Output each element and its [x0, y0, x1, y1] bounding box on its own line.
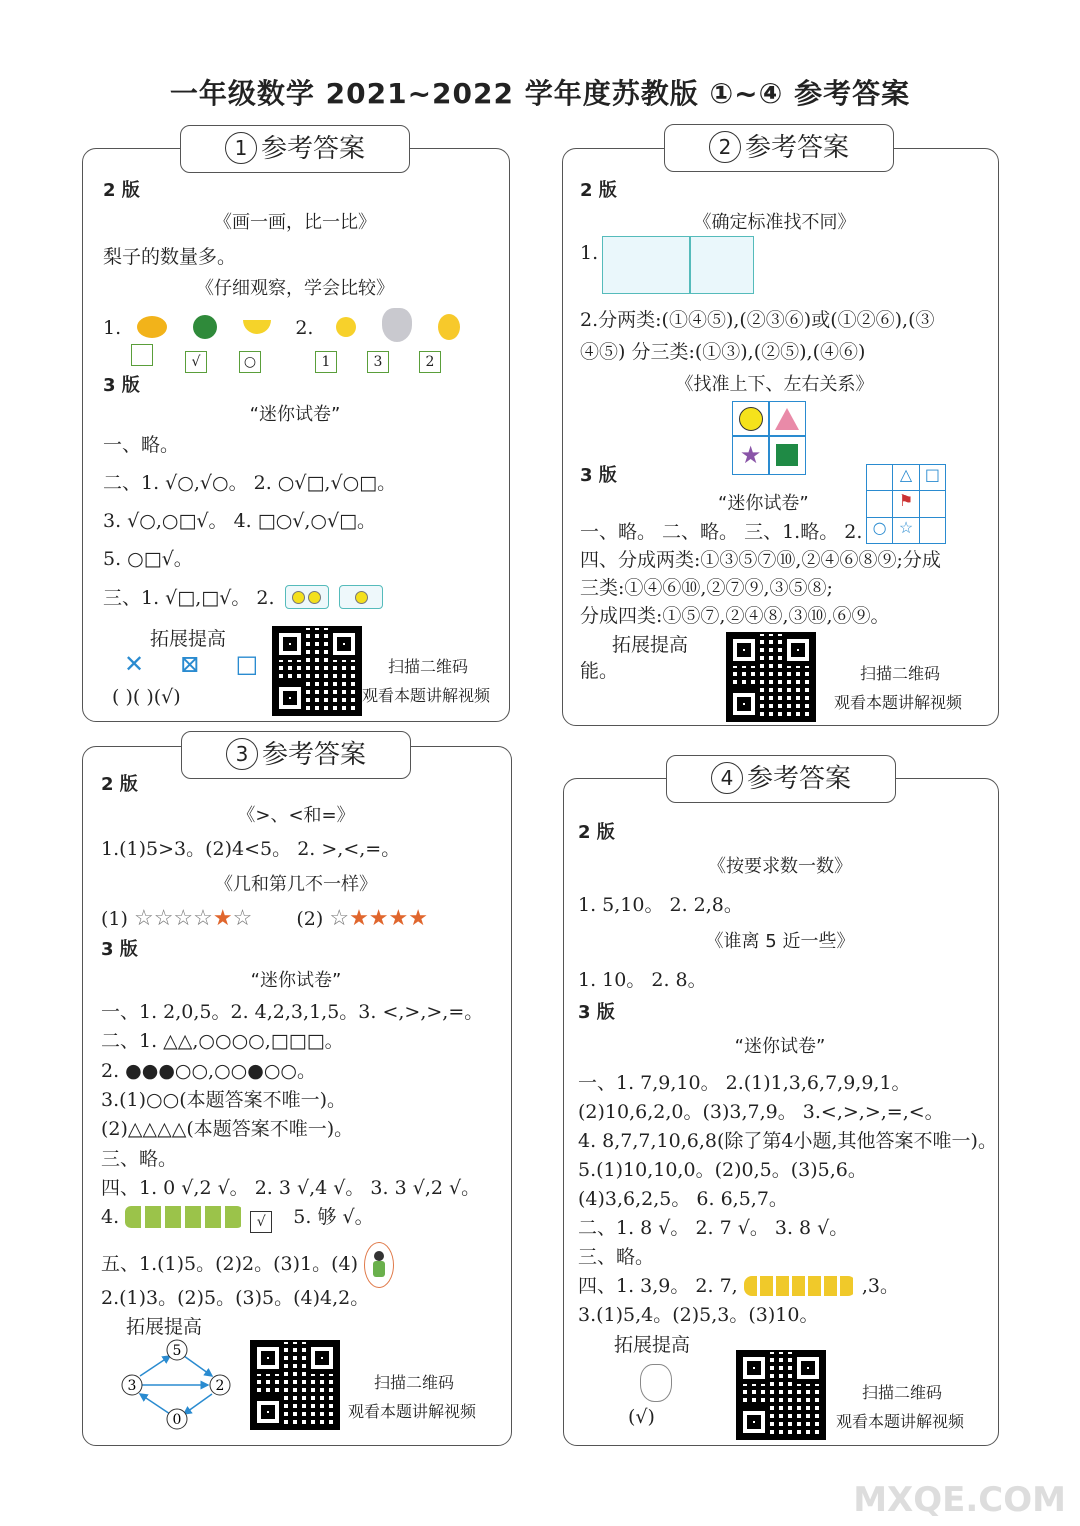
p4-extension-answer: (√)	[628, 1406, 655, 1428]
p4-line-7: (4)3,6,2,5。 6. 6,5,7。	[578, 1188, 788, 1210]
vehicles-picture	[602, 236, 690, 294]
p1-q2-box-1: 1	[315, 351, 337, 373]
qr-code-1[interactable]	[272, 626, 362, 716]
panel-1-number: 1	[225, 132, 257, 164]
p2-line-3: 一、略。 二、略。 三、1.略。 2.	[580, 521, 863, 543]
p2-line-1: 2.分两类:(①④⑤),(②③⑥)或(①②⑥),(③	[580, 309, 935, 331]
purple-star-icon: ★	[739, 441, 762, 470]
triangle-icon: △	[899, 465, 913, 484]
pineapple-icon	[137, 316, 167, 338]
panel-2-tab	[664, 124, 894, 172]
p1-q1	[103, 308, 460, 342]
p4-line-6: 5.(1)10,10,0。(2)0,5。(3)5,6。	[578, 1159, 867, 1181]
p3-section-title-1: 《>、<和=》	[237, 805, 355, 826]
pink-triangle-icon	[775, 408, 799, 430]
p3-line-3: 一、1. 2,0,5。2. 4,2,3,1,5。3. <,>,>,=。	[101, 1001, 484, 1023]
p2-scan-text-1: 扫描二维码	[860, 664, 941, 683]
cat-icon	[640, 1364, 672, 1402]
p1-section-title-3: “迷你试卷”	[249, 404, 341, 425]
p4-line-8: 二、1. 8 √。 2. 7 √。 3. 8 √。	[578, 1217, 849, 1239]
p2-q1-label: 1.	[580, 242, 599, 264]
boxed-cross-icon: ⊠	[179, 650, 200, 678]
p1-q1-label: 1.	[103, 317, 122, 339]
p3-line-10	[101, 1202, 374, 1233]
p1-line-1: 一、略。	[103, 434, 180, 456]
p3-version-3: 3 版	[101, 939, 138, 960]
cross-icon: ✕	[124, 650, 145, 678]
p4-line-11: 3.(1)5,4。(2)5,3。(3)10。	[578, 1304, 819, 1326]
chick-icon-2	[438, 314, 460, 340]
watermark: MXQE.COM	[853, 1480, 1066, 1520]
p3-line-11	[101, 1242, 394, 1288]
qr-code-4[interactable]	[736, 1350, 826, 1440]
green-square-icon	[776, 444, 798, 466]
p2-section-title-1: 《确定标准找不同》	[693, 212, 856, 233]
p4-line-5: 4. 8,7,7,10,6,8(除了第4小题,其他答案不唯一)。	[578, 1130, 997, 1152]
fruits-picture	[690, 236, 754, 294]
p3-line-7: (2)△△△△(本题答案不唯一)。	[101, 1118, 354, 1140]
p1-line-4: 5. ○□√。	[103, 548, 193, 570]
p3-line-2-label-1: (1)	[101, 908, 128, 930]
p4-scan-text-2: 观看本题讲解视频	[836, 1412, 965, 1431]
p2-line-4: 四、分成两类:①③⑤⑦⑩,②④⑥⑧⑨;分成	[580, 549, 941, 571]
panel-2-tab-label: 参考答案	[744, 133, 849, 163]
two-dots-box	[285, 585, 329, 609]
p1-line-3: 3. √○,○□√。 4. □○√,○√□。	[103, 510, 377, 532]
p3-line-10-text: 5. 够 √。	[293, 1206, 374, 1228]
p2-version-2: 2 版	[580, 180, 617, 201]
watermelon-icon	[193, 315, 217, 339]
p1-q2-box-3: 2	[419, 351, 441, 373]
banana-icon	[243, 320, 271, 334]
panel-3-tab	[181, 731, 411, 779]
panel-3-number: 3	[226, 738, 258, 770]
p1-version-3: 3 版	[103, 375, 140, 396]
panel-1-tab	[180, 125, 410, 173]
pears-row-icon	[744, 1276, 856, 1296]
p3-extension-title: 拓展提高	[126, 1316, 203, 1338]
p1-q2-label: 2.	[295, 317, 314, 339]
p4-line-3: 一、1. 7,9,10。 2.(1)1,3,6,7,9,9,1。	[578, 1072, 911, 1094]
stars-2: ☆★★★★	[329, 906, 428, 931]
p1-answer-1: 梨子的数量多。	[103, 246, 237, 268]
stars-1: ☆☆☆☆★☆	[133, 906, 253, 931]
p1-q1-box-2: √	[185, 351, 207, 373]
p1-q-boxes	[117, 344, 455, 373]
number-cycle-diagram	[112, 1338, 242, 1432]
p1-line-2: 二、1. √○,√○。 2. ○√□,√○□。	[103, 472, 397, 494]
p3-line-10-label: 4.	[101, 1206, 120, 1228]
panel-2-number: 2	[709, 131, 741, 163]
panel-3-tab-label: 参考答案	[261, 740, 366, 770]
p1-section-title-1: 《画一画，比一比》	[214, 212, 376, 233]
p1-section-title-2: 《仔细观察，学会比较》	[196, 278, 394, 299]
p3-line-2-label-2: (2)	[296, 908, 324, 930]
p4-scan-text-1: 扫描二维码	[862, 1383, 943, 1402]
p4-line-10-text: 四、1. 3,9。 2. 7,	[578, 1275, 738, 1297]
p4-line-4: (2)10,6,2,0。(3)3,7,9。 3.<,>,>,=,<。	[578, 1101, 944, 1123]
position-grid	[866, 464, 946, 544]
p1-line-5	[103, 583, 383, 610]
panel-1-tab-label: 参考答案	[260, 134, 365, 164]
p4-line-2: 1. 10。 2. 8。	[578, 969, 707, 991]
p4-line-10-end: ,3。	[861, 1275, 899, 1297]
star-outline-icon: ☆	[898, 517, 914, 537]
p3-scan-text-2: 观看本题讲解视频	[348, 1402, 477, 1421]
p3-section-title-2: 《几和第几不一样》	[215, 874, 377, 895]
p2-section-title-3: “迷你试卷”	[718, 493, 809, 514]
panel-4-tab	[666, 755, 896, 803]
p4-line-9: 三、略。	[578, 1246, 655, 1268]
circle-outline-icon: ○	[872, 517, 887, 537]
p3-section-title-3: “迷你试卷”	[250, 970, 342, 991]
p3-scan-text-1: 扫描二维码	[374, 1373, 455, 1392]
square-icon: □	[235, 650, 259, 678]
p4-section-title-1: 《按要求数一数》	[708, 856, 852, 877]
panel-4-tab-label: 参考答案	[746, 764, 851, 794]
node-2: 2	[215, 1378, 225, 1394]
girl-walking-icon	[364, 1242, 394, 1288]
p3-line-5: 2. ●●●○○,○○●○○。	[101, 1060, 316, 1082]
p1-q2-box-2: 3	[367, 351, 389, 373]
p1-scan-text-2: 观看本题讲解视频	[362, 686, 491, 705]
p2-version-3: 3 版	[580, 465, 617, 486]
p2-line-2: ④⑤) 分三类:(①③),(②⑤),(④⑥)	[580, 341, 866, 363]
p4-line-10	[578, 1271, 899, 1298]
p1-q1-box-3: ○	[239, 351, 261, 373]
node-0: 0	[172, 1412, 182, 1428]
p1-scan-text-1: 扫描二维码	[388, 657, 469, 676]
node-5: 5	[172, 1343, 182, 1359]
shape-grid	[732, 401, 806, 475]
p4-extension-title: 拓展提高	[614, 1334, 691, 1356]
p3-line-10-check: √	[250, 1211, 272, 1233]
bamboo-shoots-icon	[125, 1206, 243, 1228]
p2-extension-answer: 能。	[580, 660, 619, 682]
p1-extension-title: 拓展提高	[150, 628, 227, 650]
p3-line-1: 1.(1)5>3。(2)4<5。 2. >,<,=。	[101, 838, 401, 860]
one-dot-box	[339, 585, 383, 609]
node-3: 3	[127, 1378, 137, 1394]
chick-icon	[336, 317, 356, 337]
p3-line-9: 四、1. 0 √,2 √。 2. 3 √,4 √。 3. 3 √,2 √。	[101, 1177, 481, 1199]
p2-line-6: 分成四类:①⑤⑦,②④⑧,③⑩,⑥⑨。	[580, 605, 890, 627]
p3-line-2	[101, 906, 428, 931]
flag-icon: ⚑	[898, 491, 914, 511]
p2-line-5: 三类:①④⑥⑩,②⑦⑨,③⑤⑧;	[580, 577, 833, 599]
yellow-circle-icon	[739, 407, 763, 431]
p2-extension-title: 拓展提高	[612, 634, 689, 656]
p2-section-title-2: 《找准上下、左右关系》	[675, 374, 874, 395]
panel-4-number: 4	[711, 762, 743, 794]
p3-version-2: 2 版	[101, 774, 138, 795]
p4-section-title-3: “迷你试卷”	[734, 1036, 826, 1057]
p3-line-11-text: 五、1.(1)5。(2)2。(3)1。(4)	[101, 1253, 359, 1275]
p1-extension-shapes	[124, 650, 258, 678]
p4-version-2: 2 版	[578, 822, 615, 843]
qr-code-2[interactable]	[726, 632, 816, 722]
p4-line-1: 1. 5,10。 2. 2,8。	[578, 894, 743, 916]
square-outline-icon: □	[924, 465, 940, 484]
p1-version-2: 2 版	[103, 180, 140, 201]
rabbit-icon	[382, 308, 412, 342]
p2-scan-text-2: 观看本题讲解视频	[834, 693, 963, 712]
p4-version-3: 3 版	[578, 1002, 615, 1023]
p3-line-4: 二、1. △△,○○○○,□□□。	[101, 1030, 344, 1052]
qr-code-3[interactable]	[250, 1340, 340, 1430]
p1-q1-box-1	[131, 344, 153, 366]
p1-line-5-text: 三、1. √□,□√。 2.	[103, 587, 275, 609]
p1-extension-answer: ( )( )(√)	[112, 686, 181, 708]
page-title: 一年级数学 2021~2022 学年度苏教版 ①~④ 参考答案	[169, 77, 911, 110]
p3-line-8: 三、略。	[101, 1148, 178, 1170]
p3-line-12: 2.(1)3。(2)5。(3)5。(4)4,2。	[101, 1287, 370, 1309]
p3-line-6: 3.(1)○○(本题答案不唯一)。	[101, 1089, 347, 1111]
p4-section-title-2: 《谁离 5 近一些》	[705, 931, 855, 952]
